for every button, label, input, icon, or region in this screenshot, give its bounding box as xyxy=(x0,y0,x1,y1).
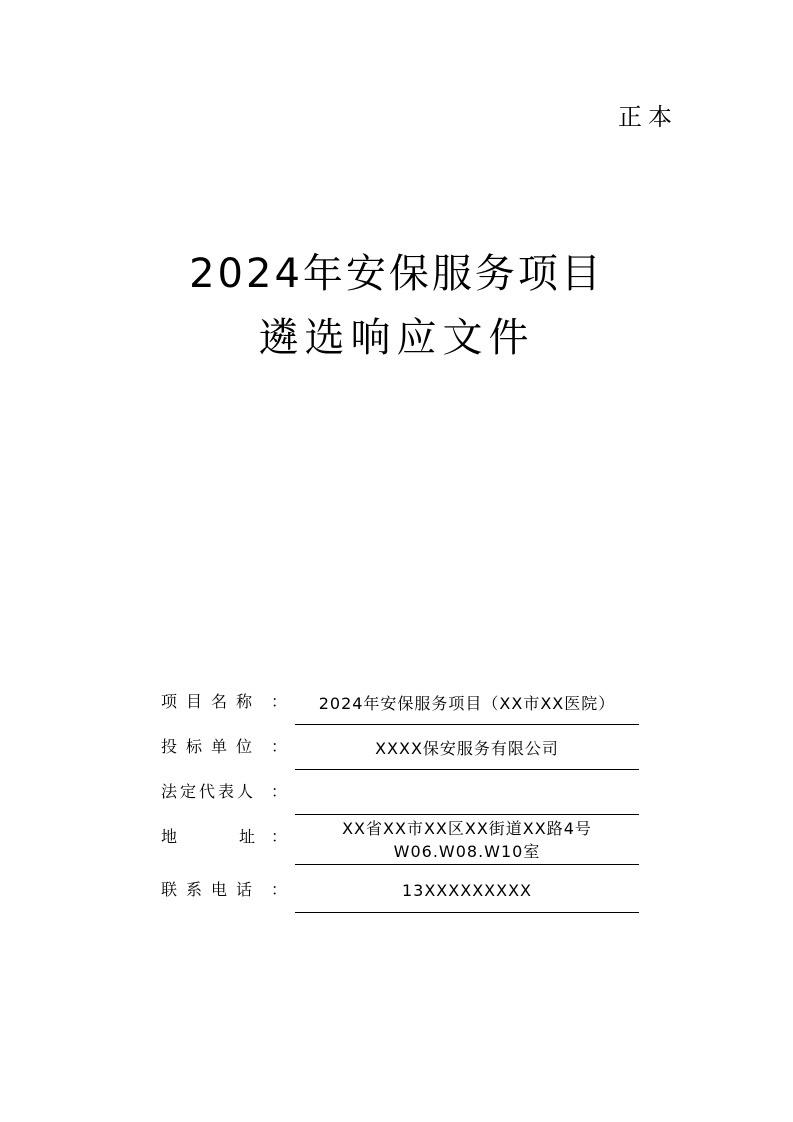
address-value-line-1: XX省XX市XX区XX街道XX路4号 xyxy=(342,818,592,838)
document-title-line-1: 2024年安保服务项目 xyxy=(189,251,604,297)
project-name-colon: ： xyxy=(271,692,288,711)
address-colon: ： xyxy=(271,827,288,846)
info-row-bidder xyxy=(161,725,641,769)
address-label xyxy=(161,815,257,859)
original-copy-mark: 正本 xyxy=(618,103,678,131)
info-row-legal-representative xyxy=(161,770,641,814)
bidder-colon: ： xyxy=(271,737,288,756)
address-label-char-2: 址 xyxy=(239,827,256,846)
document-title-line-2: 遴选响应文件 xyxy=(258,315,535,361)
legal-representative-value xyxy=(295,770,639,815)
phone-value: 13XXXXXXXXX xyxy=(295,868,639,913)
info-row-phone xyxy=(161,868,641,912)
address-value-line-2: W06.W08.W10室 xyxy=(393,841,541,861)
address-label-char-1: 地 xyxy=(161,827,178,846)
phone-colon: ： xyxy=(271,880,288,899)
project-name-label: 项目名称 xyxy=(161,692,262,711)
bidder-value: XXXX保安服务有限公司 xyxy=(295,725,639,770)
address-value xyxy=(295,815,639,865)
legal-representative-label: 法定代表人 xyxy=(161,782,257,801)
legal-representative-colon: ： xyxy=(271,782,288,801)
info-row-project-name xyxy=(161,680,641,724)
project-name-value: 2024年安保服务项目（XX市XX医院） xyxy=(295,680,639,725)
info-row-address xyxy=(161,815,641,859)
bidder-label: 投标单位 xyxy=(161,737,262,756)
phone-label: 联系电话 xyxy=(161,880,262,899)
